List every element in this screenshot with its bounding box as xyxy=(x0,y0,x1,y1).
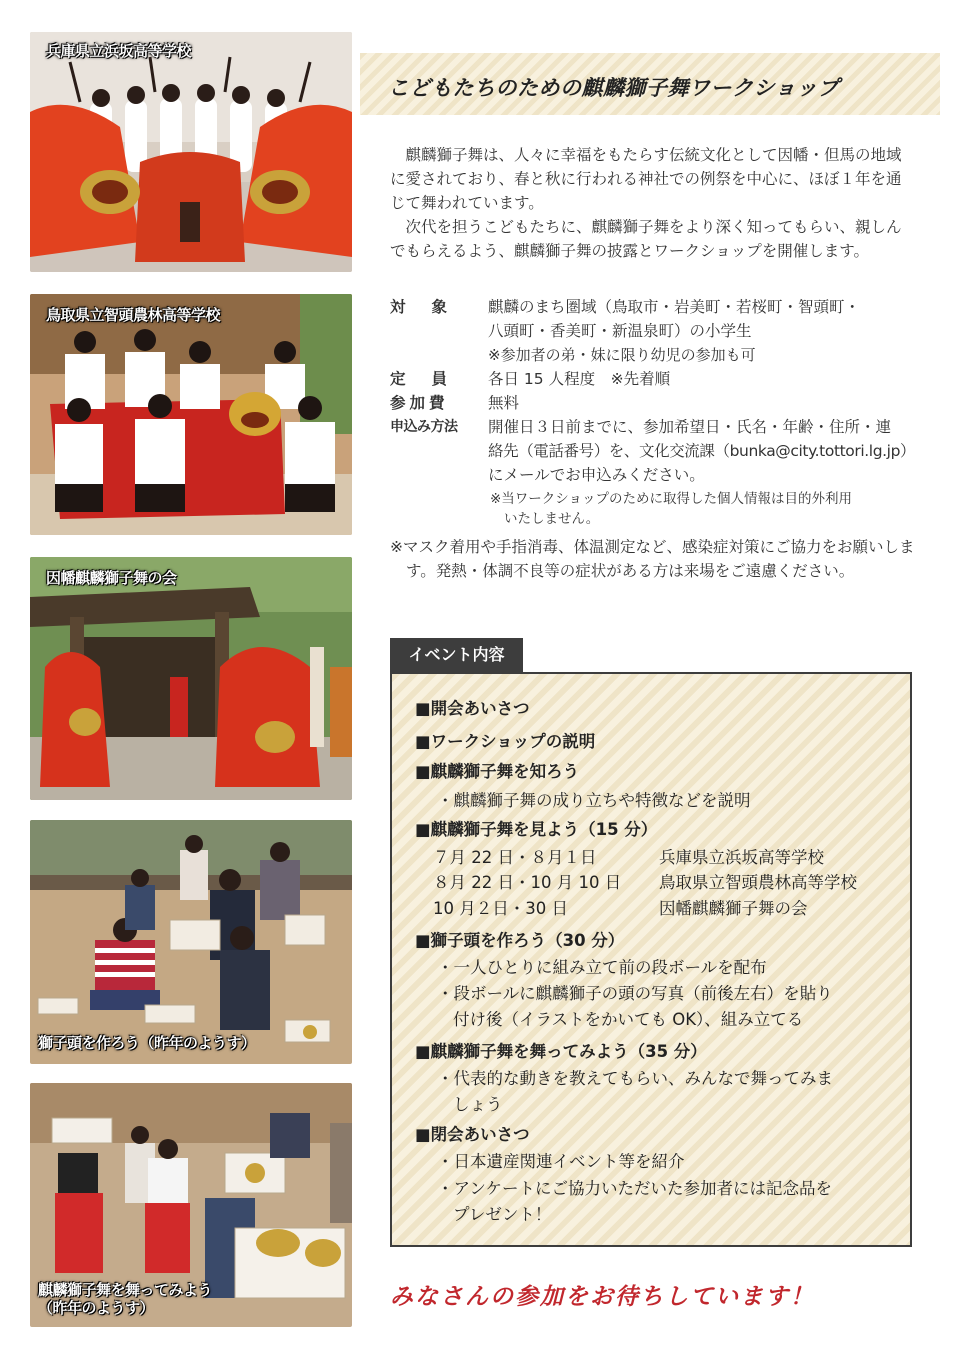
event-subitem: ・一人ひとりに組み立て前の段ボールを配布 xyxy=(437,958,767,977)
schedule-group: 兵庫県立浜坂高等学校 xyxy=(659,848,824,867)
intro-paragraph-1: 麒麟獅子舞は、人々に幸福をもたらす伝統文化として因幡・但馬の地域に愛されており、春と秋に行われる神社での例祭を中心に、ほぼ１年を通じて舞われています。 xyxy=(390,146,902,212)
photo-hamasaka-image xyxy=(30,32,352,272)
privacy-note xyxy=(488,489,918,529)
photo-crafting-image xyxy=(30,820,352,1064)
info-value-line: 絡先（電話番号）を、文化交流課（bunka@city.tottori.lg.jp） xyxy=(488,442,916,460)
photo-caption: 因幡麒麟獅子舞の会 xyxy=(46,569,177,587)
info-label: 対象 xyxy=(390,298,474,316)
photo-chizu xyxy=(30,294,352,535)
schedule-row xyxy=(433,895,808,919)
event-item-closing: ■閉会あいさつ xyxy=(415,1125,530,1144)
event-item-know: ■麒麟獅子舞を知ろう xyxy=(415,762,580,781)
event-subitem: ・麒麟獅子舞の成り立ちや特徴などを説明 xyxy=(437,791,751,810)
info-label: 参加費 xyxy=(390,394,449,412)
photo-crafting xyxy=(30,820,352,1064)
info-target xyxy=(390,295,920,367)
notice-text: ※マスク着用や手指消毒、体温測定など、感染症対策にご協力をお願いします。発熱・体調不良等の症状がある方は来場をご遠慮ください。 xyxy=(390,538,915,580)
schedule-row xyxy=(433,869,857,893)
info-label: 定員 xyxy=(390,370,474,388)
photo-caption-line2: （昨年のようす） xyxy=(38,1299,155,1317)
photo-inaba xyxy=(30,557,352,800)
info-value-line: ※参加者の弟・妹に限り幼児の参加も可 xyxy=(488,346,756,364)
event-item-opening: ■開会あいさつ xyxy=(415,699,530,718)
event-item-explain: ■ワークショップの説明 xyxy=(415,732,596,751)
event-subitem-continued: 付け後（イラストをかいても OK）、組み立てる xyxy=(453,1010,804,1029)
page-title: こどもたちのための麒麟獅子舞ワークショップ xyxy=(388,76,840,100)
photo-caption: 兵庫県立浜坂高等学校 xyxy=(46,42,192,60)
photo-hamasaka xyxy=(30,32,352,272)
photo-dancing xyxy=(30,1083,352,1327)
photo-inaba-image xyxy=(30,557,352,800)
info-apply xyxy=(390,415,920,527)
intro-paragraph-2: 次代を担うこどもたちに、麒麟獅子舞をより深く知ってもらい、親しんでもらえるよう、麒麟獅子舞の披露とワークショップを開催します。 xyxy=(390,218,902,260)
privacy-note-line: いたしません。 xyxy=(504,511,600,527)
event-subitem: ・段ボールに麒麟獅子の頭の写真（前後左右）を貼り xyxy=(437,984,833,1003)
event-item-make: ■獅子頭を作ろう（30 分） xyxy=(415,931,625,950)
info-fee xyxy=(390,391,920,415)
schedule-group: 因幡麒麟獅子舞の会 xyxy=(659,899,808,918)
event-item-watch: ■麒麟獅子舞を見よう（15 分） xyxy=(415,820,658,839)
schedule-dates: 10 月２日・30 日 xyxy=(433,899,568,918)
info-label: 申込み方法 xyxy=(390,419,458,435)
info-value xyxy=(488,415,918,529)
info-value: 無料 xyxy=(488,394,520,412)
info-capacity xyxy=(390,367,920,391)
event-subitem: ・アンケートにご協力いただいた参加者には記念品を xyxy=(437,1179,833,1198)
info-value-line: 麒麟のまち圏域（鳥取市・岩美町・若桜町・智頭町・ xyxy=(488,298,861,316)
event-subitem: ・代表的な動きを教えてもらい、みんなで舞ってみま xyxy=(437,1069,833,1088)
schedule-group: 鳥取県立智頭農林高等学校 xyxy=(659,873,857,892)
info-value-line: 八頭町・香美町・新温泉町）の小学生 xyxy=(488,322,752,340)
event-tab-label: イベント内容 xyxy=(390,638,523,672)
photo-caption-line1: 麒麟獅子舞を舞ってみよう xyxy=(38,1281,213,1299)
info-value xyxy=(488,295,918,367)
closing-message: みなさんの参加をお待ちしています！ xyxy=(390,1284,815,1310)
info-value: 各日 15 人程度 ※先着順 xyxy=(488,370,671,388)
event-subitem-continued: プレゼント！ xyxy=(453,1205,552,1224)
event-subitem-continued: しょう xyxy=(453,1095,503,1114)
photo-chizu-image xyxy=(30,294,352,535)
schedule-dates: ７月 22 日・８月１日 xyxy=(433,848,597,867)
event-subitem: ・日本遺産関連イベント等を紹介 xyxy=(437,1152,685,1171)
info-value-line: にメールでお申込みください。 xyxy=(488,466,705,484)
event-item-dance: ■麒麟獅子舞を舞ってみよう（35 分） xyxy=(415,1042,707,1061)
info-value-line: 開催日３日前までに、参加希望日・氏名・年齢・住所・連 xyxy=(488,418,892,436)
photo-caption: 獅子頭を作ろう（昨年のようす） xyxy=(38,1034,256,1052)
schedule-row xyxy=(433,844,824,868)
schedule-dates: ８月 22 日・10 月 10 日 xyxy=(433,873,622,892)
photo-caption: 鳥取県立智頭農林高等学校 xyxy=(46,306,221,324)
privacy-note-line: ※当ワークショップのために取得した個人情報は目的外利用 xyxy=(490,491,853,507)
